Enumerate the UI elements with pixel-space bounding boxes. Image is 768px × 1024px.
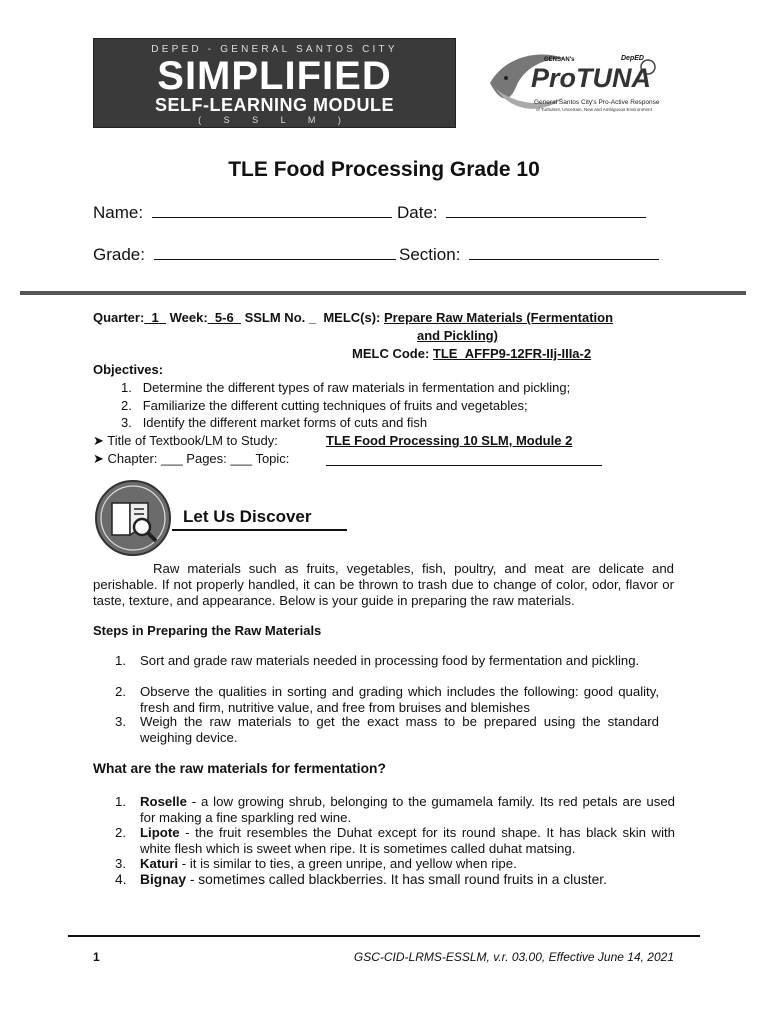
logo-gensan-text: GENSAN's bbox=[544, 57, 575, 63]
textbook-value: TLE Food Processing 10 SLM, Module 2 bbox=[326, 433, 573, 448]
book-magnifier-icon bbox=[94, 479, 172, 557]
week-label: Week: bbox=[169, 310, 208, 325]
steps-heading: Steps in Preparing the Raw Materials bbox=[93, 623, 322, 638]
objective-item: 2. Familiarize the different cutting techniques of fruits and vegetables; bbox=[121, 398, 528, 413]
objectives-heading: Objectives: bbox=[93, 362, 164, 377]
footer-divider bbox=[68, 935, 700, 937]
page-number: 1 bbox=[93, 950, 100, 964]
chapter-line bbox=[93, 451, 289, 467]
step-item: 1. Sort and grade raw materials needed in processing food by fermentation and pickling. bbox=[115, 653, 640, 668]
week-value: 5-6 bbox=[214, 310, 234, 325]
objective-item: 3. Identify the different market forms of cuts and fish bbox=[121, 415, 428, 430]
name-field bbox=[93, 203, 392, 223]
objective-item: 1. Determine the different types of raw materials in fermentation and pickling; bbox=[121, 380, 571, 395]
melc-code-value: TLE_AFFP9-12FR-IIj-IIIa-2 bbox=[432, 346, 592, 361]
quarter-value: 1 bbox=[151, 310, 159, 325]
logo-deped-text: DepED bbox=[621, 55, 644, 62]
header-divider bbox=[20, 291, 746, 295]
chapter-label: Chapter: ___ Pages: ___ Topic: bbox=[107, 451, 290, 466]
textbook-label: Title of Textbook/LM to Study: bbox=[107, 433, 278, 448]
quarter-label: Quarter: bbox=[93, 310, 145, 325]
melc-value-cont: and Pickling) bbox=[417, 328, 498, 343]
fermentation-heading: What are the raw materials for fermentation? bbox=[93, 761, 386, 776]
topic-input-line[interactable] bbox=[326, 465, 602, 466]
sslm-label: SSLM No. _ bbox=[244, 310, 317, 325]
melc-label: MELC(s): bbox=[323, 310, 381, 325]
grade-label: Grade: bbox=[93, 245, 145, 264]
section-input-line[interactable] bbox=[469, 245, 659, 260]
material-item: 3. Katuri - it is similar to ties, a green unripe, and yellow when ripe. bbox=[115, 856, 517, 871]
material-item: 2. Lipote - the fruit resembles the Duhat except for its round shape. It has black skin with white flesh which is sweet when ripe. It is sometimes called duhat matsing. bbox=[115, 825, 675, 856]
banner-subtitle: SELF-LEARNING MODULE bbox=[155, 95, 394, 115]
material-item: 4. Bignay - sometimes called blackberries. It has small round fruits in a cluster. bbox=[115, 872, 607, 887]
module-meta bbox=[93, 310, 613, 325]
section-title-underline bbox=[172, 529, 347, 531]
banner-acronym: ( S S L M ) bbox=[198, 115, 351, 125]
step-item: 2. Observe the qualities in sorting and grading which includes the following: good quality, fresh and firm, nutritive value, and free from bruises and blemishes bbox=[115, 684, 659, 715]
section-title: Let Us Discover bbox=[183, 507, 312, 526]
intro-paragraph: Raw materials such as fruits, vegetables, fish, poultry, and meat are delicate and perishable. If not properly handled, it can be thrown to trash due to change of color, odor, flavor or taste, texture, and appearance. Below is your guide in preparing the raw materials. bbox=[93, 561, 674, 608]
date-input-line[interactable] bbox=[446, 203, 646, 218]
arrow-bullet-icon: ➤ bbox=[93, 433, 104, 448]
melc-value: Prepare Raw Materials (Fermentation bbox=[384, 310, 614, 325]
arrow-bullet-icon: ➤ bbox=[93, 451, 104, 466]
date-label: Date: bbox=[397, 203, 438, 222]
name-input-line[interactable] bbox=[152, 203, 392, 218]
sslm-banner bbox=[93, 38, 456, 128]
logo-tagline-small: of Turbulent, Uncertain, New and Ambiguous Environment bbox=[536, 107, 652, 112]
logo-tagline: General Santos City's Pro-Active Response bbox=[534, 99, 660, 106]
section-field bbox=[399, 245, 659, 265]
material-item: 1. Roselle - a low growing shrub, belonging to the gumamela family. Its red petals are used for making a fine sparkling red wine. bbox=[115, 794, 675, 825]
logo-protuna-text: ProTUNA bbox=[531, 63, 651, 93]
grade-input-line[interactable] bbox=[154, 245, 396, 260]
melc-code-label: MELC Code: bbox=[352, 346, 430, 361]
step-item: 3. Weigh the raw materials to get the exact mass to be prepared using the standard weighing device. bbox=[115, 714, 659, 745]
section-label: Section: bbox=[399, 245, 461, 264]
banner-top-text: DEPED - GENERAL SANTOS CITY bbox=[151, 44, 398, 55]
banner-title: SIMPLIFIED bbox=[157, 54, 392, 98]
grade-field bbox=[93, 245, 396, 265]
protuna-logo bbox=[486, 45, 676, 120]
name-label: Name: bbox=[93, 203, 144, 222]
page-title: TLE Food Processing Grade 10 bbox=[228, 158, 540, 181]
melc-code bbox=[352, 346, 591, 361]
textbook-line bbox=[93, 433, 278, 449]
document-code: GSC-CID-LRMS-ESSLM, v.r. 03.00, Effective June 14, 2021 bbox=[353, 950, 674, 964]
date-field bbox=[397, 203, 646, 223]
